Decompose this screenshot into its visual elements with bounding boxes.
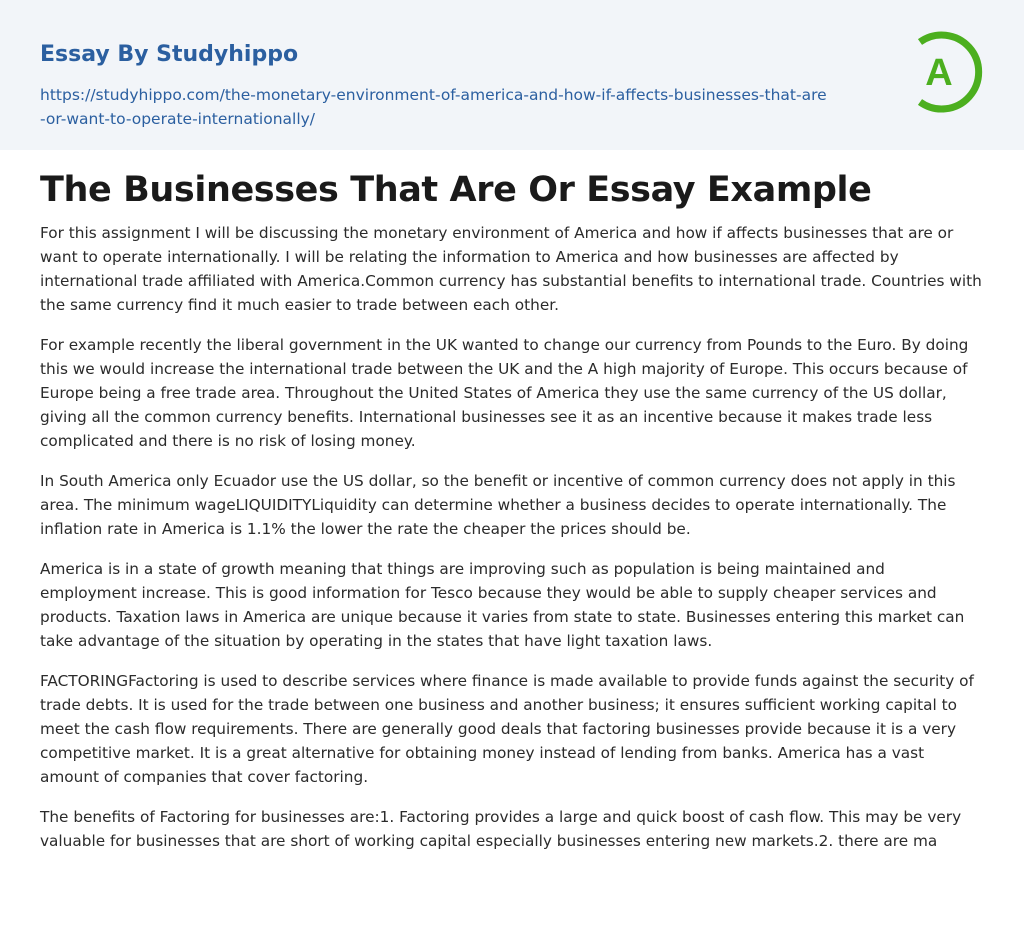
- logo-letter: A: [925, 52, 953, 94]
- studyhippo-logo-icon[interactable]: [912, 30, 986, 114]
- essay-paragraph: America is in a state of growth meaning that things are improving such as population is being maintained and employment increase. This is good information for Tesco because they would be able to supply cheaper services and products. Taxation laws in America are unique because it varies from state to state. Businesses entering this market can take advantage of the situation by operating in the states that have light taxation laws.: [40, 560, 965, 650]
- essay-paragraph: The benefits of Factoring for businesses are:1. Factoring provides a large and quick boost of cash flow. This may be very valuable for businesses that are short of working capital especially businesses entering new markets.2. there are ma: [40, 808, 962, 850]
- essay-title: The Businesses That Are Or Essay Example: [40, 170, 872, 210]
- essay-source-link[interactable]: https://studyhippo.com/the-monetary-environment-of-america-and-how-if-affects-businesses-that-are-or-want-to-operate-internationally/: [40, 86, 827, 128]
- essay-paragraph: For example recently the liberal government in the UK wanted to change our currency from Pounds to the Euro. By doing this we would increase the international trade between the UK and the A high majority of Europe. This occurs because of Europe being a free trade area. Throughout the United States of America they use the same currency of the US dollar, giving all the common currency benefits. International businesses see it as an incentive because it makes trade less complicated and there is no risk of losing money.: [40, 336, 969, 450]
- essay-paragraph: FACTORINGFactoring is used to describe services where finance is made available to provide funds against the security of trade debts. It is used for the trade between one business and another business; it ensures sufficient working capital to meet the cash flow requirements. There are generally good deals that factoring businesses provide because it is a very competitive market. It is a great alternative for obtaining money instead of lending from banks. America has a vast amount of companies that cover factoring.: [40, 672, 974, 786]
- essay-paragraph: In South America only Ecuador use the US dollar, so the benefit or incentive of common currency does not apply in this area. The minimum wageLIQUIDITYLiquidity can determine whether a business decides to operate internationally. The inflation rate in America is 1.1% the lower the rate the cheaper the prices should be.: [40, 472, 956, 538]
- site-brand[interactable]: Essay By Studyhippo: [40, 42, 299, 67]
- site-header: [0, 0, 1024, 150]
- essay-content: [0, 169, 1024, 853]
- essay-paragraph: For this assignment I will be discussing the monetary environment of America and how if affects businesses that are or want to operate internationally. I will be relating the information to America and how businesses are affected by international trade affiliated with America.Common currency has substantial benefits to international trade. Countries with the same currency find it much easier to trade between each other.: [40, 224, 982, 314]
